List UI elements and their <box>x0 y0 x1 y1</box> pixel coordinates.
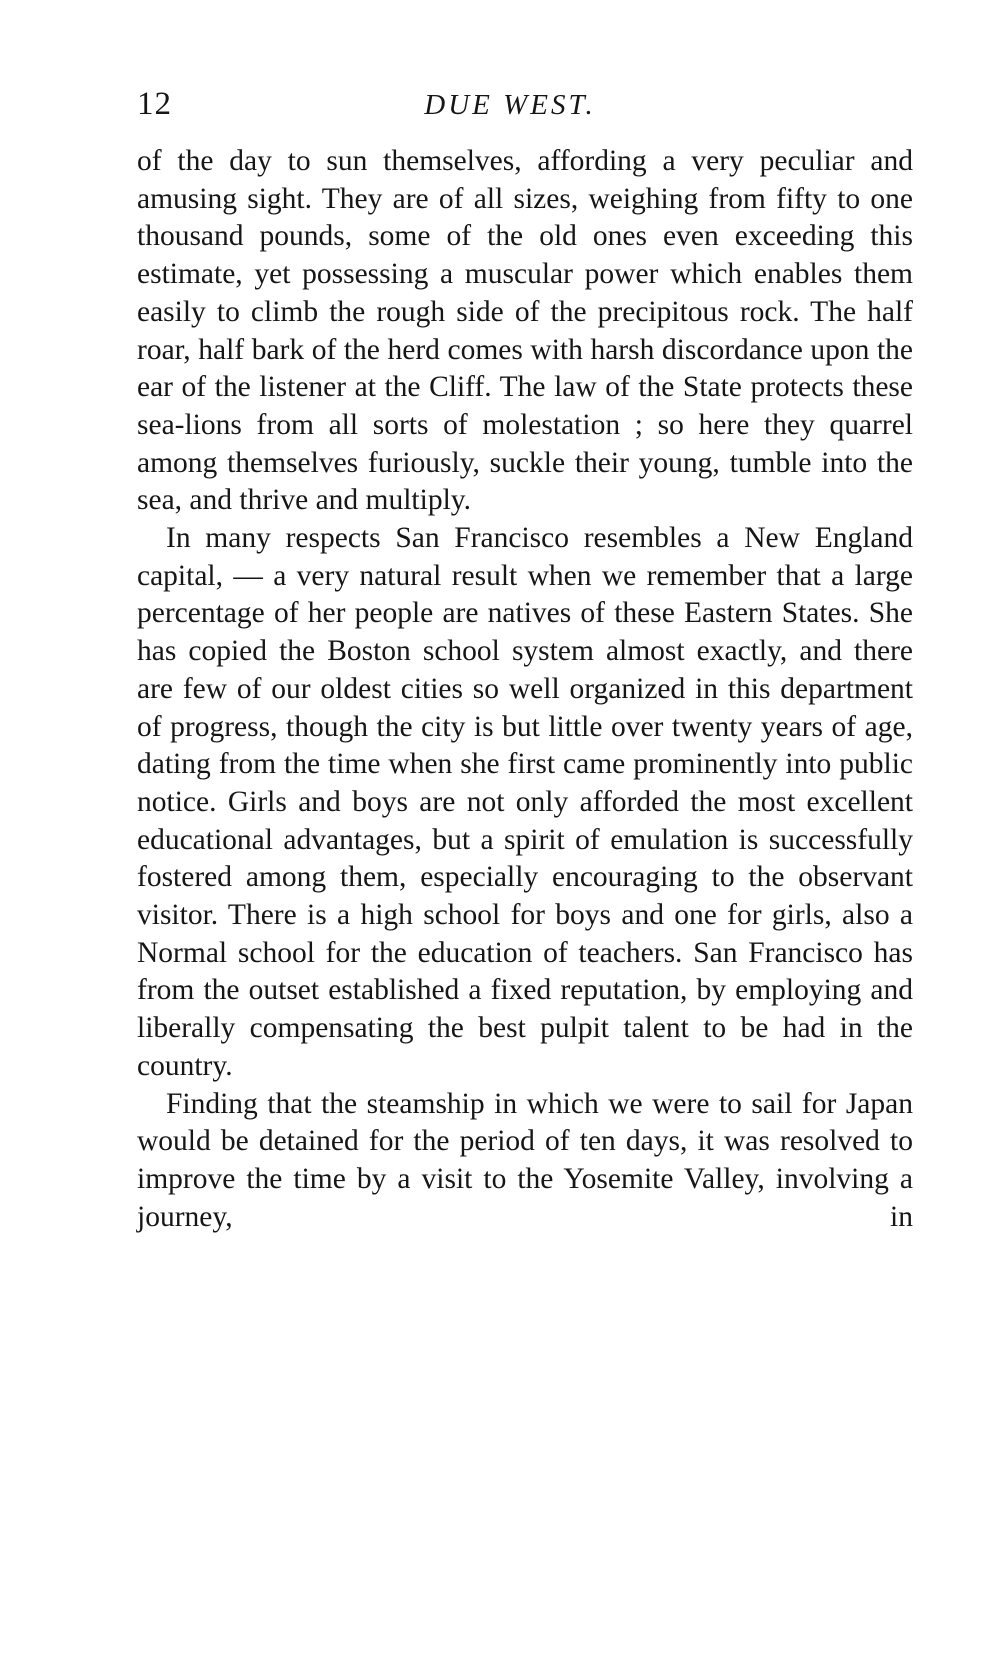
running-title: DUE WEST. <box>424 89 596 121</box>
page-number: 12 <box>137 86 172 122</box>
paragraph-yosemite: Finding that the steamship in which we were to sail for Japan would be detained for the period of ten days, it was resolved to improve the time by a visit to the Yosemite Valley, involving a journey, in <box>137 1087 913 1233</box>
paragraph-san-francisco: In many respects San Francisco resembles a New England capital, — a very natural result when we remember that a large percentage of her people are natives of these Eastern States. She has copied the Boston school system almost exactly, and there are few of our oldest cities so well organized in this department of progress, though the city is but little over twenty years of age, dating from the time when she first came prominently into public notice. Girls and boys are not only afforded the most excellent educational advantages, but a spirit of emulation is successfully fostered among them, especially encouraging to the observant visitor. There is a high school for boys and one for girls, also a Normal school for the education of teachers. San Francisco has from the outset established a fixed reputation, by employing and liberally compensating the best pulpit talent to be had in the country. <box>137 522 913 1082</box>
running-head <box>137 84 913 134</box>
body-text <box>137 143 913 1236</box>
paragraph-sea-lions: of the day to sun themselves, affording a very peculiar and amusing sight. They are of all sizes, weighing from fifty to one thousand pounds, some of the old ones even exceeding this estimate, yet possessing a muscular power which enables them easily to climb the rough side of the precipitous rock. The half roar, half bark of the herd comes with harsh discordance upon the ear of the listener at the Cliff. The law of the State protects these sea-lions from all sorts of molestation ; so here they quarrel among themselves furiously, suckle their young, tumble into the sea, and thrive and multiply. <box>137 145 913 517</box>
